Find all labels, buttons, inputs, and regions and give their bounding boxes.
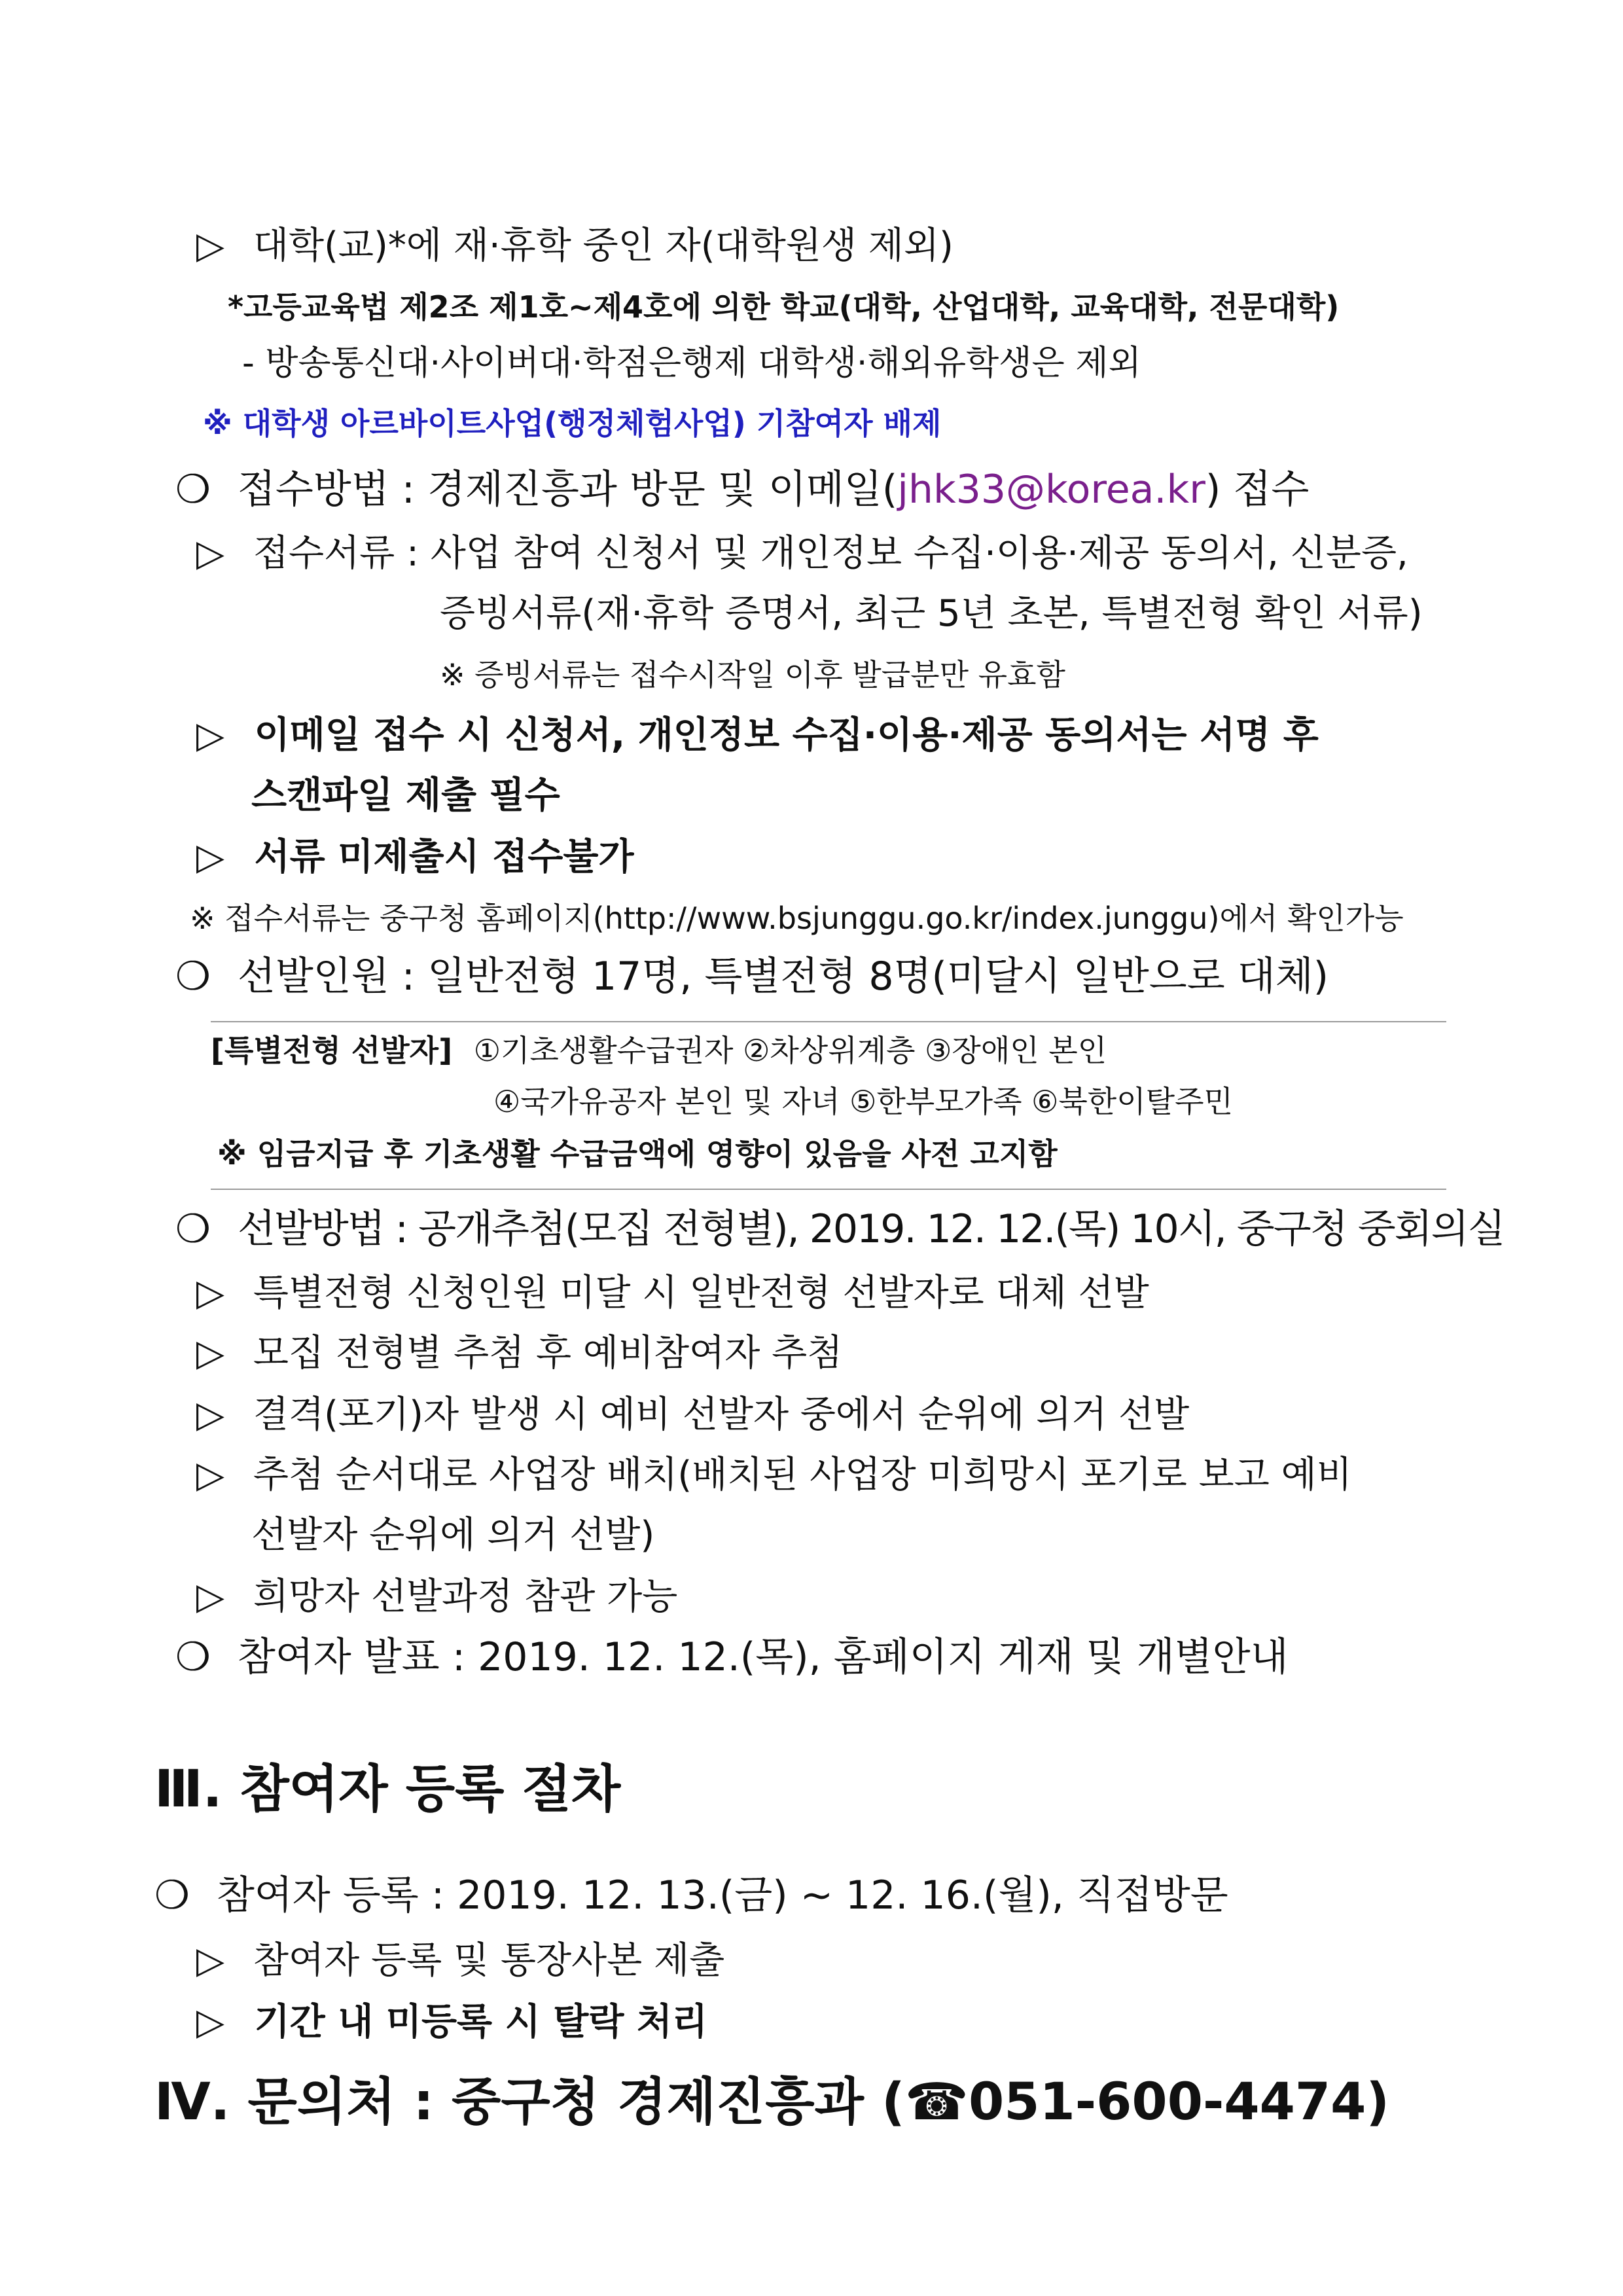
- list-item: [196, 1575, 677, 1619]
- triangle-bullet-icon: ▷: [196, 1454, 225, 1496]
- circle-bullet-icon: ❍: [154, 1873, 190, 1918]
- triangle-bullet-icon: ▷: [196, 1272, 225, 1314]
- email-rule-continuation: 스캔파일 제출 필수: [251, 774, 560, 817]
- phone-icon: ☎: [904, 2073, 969, 2132]
- documents-continuation: 증빙서류(재·휴학 증명서, 최근 5년 초본, 특별전형 확인 서류): [440, 592, 1423, 635]
- list-item: [196, 2000, 707, 2044]
- selection-count-text: 선발인원 : 일반전형 17명, 특별전형 8명(미달시 일반으로 대체): [237, 954, 1329, 999]
- special-selection-label: [특별전형 선발자]: [211, 1033, 453, 1068]
- circle-bullet-icon: ❍: [175, 467, 211, 512]
- selection-method-text: 선발방법 : 공개추첨(모집 전형별), 2019. 12. 12.(목) 10시, 중구청 중회의실: [237, 1206, 1505, 1252]
- triangle-bullet-icon: ▷: [196, 1575, 225, 1618]
- eligibility-line: [196, 224, 954, 268]
- documents-validity-note: ※ 증빙서류는 접수시작일 이후 발급분만 유효함: [440, 657, 1065, 692]
- section-3-heading: Ⅲ. 참여자 등록 절차: [154, 1760, 621, 1819]
- email-submission-rule: [196, 713, 1319, 757]
- list-item: [196, 1939, 724, 1982]
- section-4-heading: [154, 2072, 1389, 2134]
- eligibility-text: 대학(교)*에 재·휴학 중인 자(대학원생 제외): [253, 224, 954, 267]
- list-item-continuation: 선발자 순위에 의거 선발): [251, 1514, 655, 1556]
- circle-bullet-icon: ❍: [175, 1634, 211, 1680]
- email-link[interactable]: jhk33@korea.kr: [897, 467, 1205, 512]
- exclusion-note: - 방송통신대·사이버대·학점은행제 대학생·해외유학생은 제외: [242, 344, 1141, 383]
- list-item-text: 희망자 선발과정 참관 가능: [253, 1575, 678, 1618]
- special-selection-line2: ④국가유공자 본인 및 자녀 ⑤한부모가족 ⑥북한이탈주민: [493, 1084, 1233, 1119]
- reception-method: [175, 466, 1309, 513]
- special-box-top-divider: [211, 1021, 1446, 1022]
- benefit-impact-notice: ※ 임금지급 후 기초생활 수급금액에 영향이 있음을 사전 고지함: [217, 1136, 1058, 1172]
- section-4-title: Ⅳ. 문의처 : 중구청 경제진흥과 (: [154, 2073, 905, 2132]
- triangle-bullet-icon: ▷: [196, 2001, 225, 2043]
- reception-method-suffix: ) 접수: [1205, 467, 1310, 512]
- triangle-bullet-icon: ▷: [196, 1332, 225, 1374]
- education-law-footnote: *고등교육법 제2조 제1호~제4호에 의한 학교(대학, 산업대학, 교육대학, 전문대학): [228, 289, 1340, 325]
- triangle-bullet-icon: ▷: [196, 1393, 225, 1436]
- list-item-text: 기간 내 미등록 시 탈락 처리: [254, 2001, 708, 2043]
- list-item: [196, 1393, 1189, 1437]
- missing-docs-rule: [196, 835, 634, 879]
- registration-text: 참여자 등록 : 2019. 12. 13.(금) ~ 12. 16.(월), 직접방문: [216, 1873, 1228, 1918]
- selection-count: [175, 953, 1329, 1000]
- triangle-bullet-icon: ▷: [196, 836, 225, 878]
- circle-bullet-icon: ❍: [175, 954, 211, 999]
- documents-line: [196, 531, 1408, 575]
- circle-bullet-icon: ❍: [175, 1206, 211, 1252]
- phone-number: 051-600-4474): [968, 2073, 1390, 2132]
- selection-method: [175, 1206, 1505, 1253]
- email-rule-text: 이메일 접수 시 신청서, 개인정보 수집·이용·제공 동의서는 서명 후: [254, 714, 1319, 757]
- reception-method-text: 접수방법 : 경제진흥과 방문 및 이메일(: [237, 467, 898, 512]
- triangle-bullet-icon: ▷: [196, 1939, 225, 1982]
- announcement-text: 참여자 발표 : 2019. 12. 12.(목), 홈페이지 게재 및 개별안내: [237, 1634, 1289, 1680]
- homepage-note: ※ 접수서류는 중구청 홈페이지(http://www.bsjunggu.go.kr/index.junggu)에서 확인가능: [190, 901, 1404, 936]
- list-item: [196, 1271, 1149, 1315]
- triangle-bullet-icon: ▷: [196, 224, 225, 267]
- missing-docs-text: 서류 미제출시 접수불가: [254, 836, 634, 878]
- registration-period: [154, 1872, 1228, 1919]
- list-item: [196, 1331, 842, 1375]
- prior-participant-notice: ※ 대학생 아르바이트사업(행정체험사업) 기참여자 배제: [203, 406, 942, 441]
- special-box-bottom-divider: [211, 1189, 1446, 1190]
- announcement: [175, 1634, 1289, 1681]
- special-selection-line1: [211, 1033, 1107, 1069]
- list-item-text: 결격(포기)자 발생 시 예비 선발자 중에서 순위에 의거 선발: [253, 1393, 1190, 1436]
- list-item-text: 특별전형 신청인원 미달 시 일반전형 선발자로 대체 선발: [253, 1272, 1149, 1314]
- triangle-bullet-icon: ▷: [196, 532, 225, 575]
- special-selection-categories: ①기초생활수급권자 ②차상위계층 ③장애인 본인: [473, 1033, 1107, 1068]
- list-item-text: 추첨 순서대로 사업장 배치(배치된 사업장 미희망시 포기로 보고 예비: [253, 1454, 1352, 1496]
- documents-text: 접수서류 : 사업 참여 신청서 및 개인정보 수집·이용·제공 동의서, 신분증,: [253, 532, 1408, 575]
- list-item: [196, 1453, 1352, 1497]
- triangle-bullet-icon: ▷: [196, 714, 225, 757]
- list-item-text: 참여자 등록 및 통장사본 제출: [253, 1939, 725, 1982]
- list-item-text: 모집 전형별 추첨 후 예비참여자 추첨: [253, 1332, 843, 1374]
